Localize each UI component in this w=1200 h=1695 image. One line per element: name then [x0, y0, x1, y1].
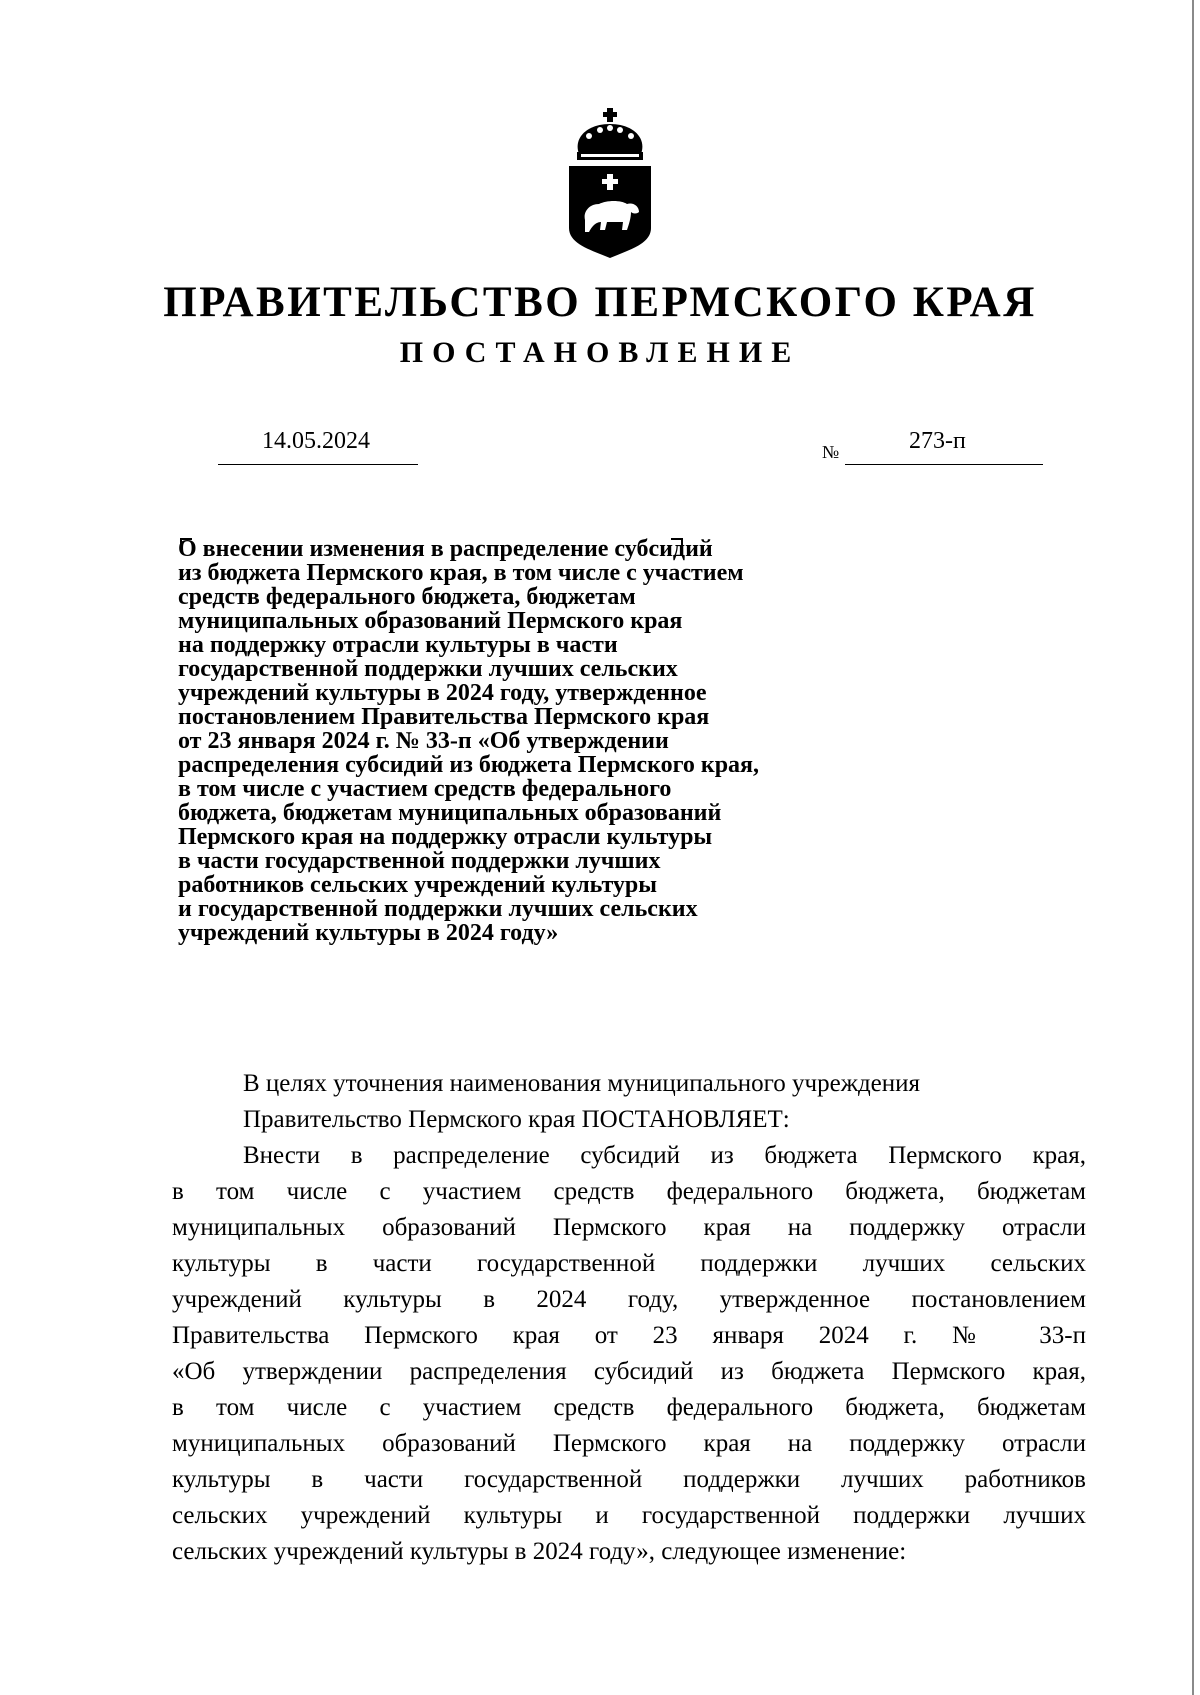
- subject-line: из бюджета Пермского края, в том числе с участием: [178, 560, 744, 586]
- subject-line: от 23 января 2024 г. № 33-п «Об утверждении: [178, 728, 669, 754]
- body-intro-line: В целях уточнения наименования муниципального учреждения: [243, 1070, 921, 1097]
- number-sign: №: [822, 442, 840, 462]
- subject-line: в том числе с участием средств федерального: [178, 776, 672, 802]
- subject-line: в части государственной поддержки лучших: [178, 848, 661, 874]
- document-subject: [178, 537, 898, 945]
- subject-line: бюджета, бюджетам муниципальных образований: [178, 800, 722, 826]
- organization-title: ПРАВИТЕЛЬСТВО ПЕРМСКОГО КРАЯ: [163, 279, 1037, 326]
- body-paragraph-line: «Об утверждении распределения субсидий из бюджета Пермского края,: [172, 1358, 1086, 1385]
- subject-line: учреждений культуры в 2024 году»: [178, 920, 559, 946]
- body-paragraph-line: муниципальных образований Пермского края на поддержку отрасли: [172, 1214, 1086, 1241]
- subject-line: и государственной поддержки лучших сельских: [178, 896, 698, 922]
- subject-line: средств федерального бюджета, бюджетам: [178, 584, 636, 610]
- body-resolution-line: Правительство Пермского края ПОСТАНОВЛЯЕТ:: [243, 1106, 790, 1133]
- body-paragraph-line: культуры в части государственной поддержки лучших сельских: [172, 1250, 1086, 1277]
- subject-line: Пермского края на поддержку отрасли культуры: [178, 824, 713, 850]
- body-paragraph-line: в том числе с участием средств федерального бюджета, бюджетам: [172, 1178, 1086, 1205]
- body-paragraph-line: Внести в распределение субсидий из бюджета Пермского края,: [243, 1142, 1086, 1169]
- document-type: ПОСТАНОВЛЕНИЕ: [399, 336, 801, 369]
- body-paragraph-line: муниципальных образований Пермского края на поддержку отрасли: [172, 1430, 1086, 1457]
- subject-line: учреждений культуры в 2024 году, утвержденное: [178, 680, 707, 706]
- document-date: 14.05.2024: [262, 428, 370, 454]
- subject-line: работников сельских учреждений культуры: [178, 872, 658, 898]
- scan-edge-line: [1192, 0, 1194, 1695]
- document-number: 273-п: [909, 428, 966, 454]
- body-paragraph-line: сельских учреждений культуры и государственной поддержки лучших: [172, 1502, 1086, 1529]
- body-paragraph-line: Правительства Пермского края от 23 января 2024 г. № 33-п: [172, 1322, 1086, 1349]
- body-paragraph-line: культуры в части государственной поддержки лучших работников: [172, 1466, 1086, 1493]
- body-paragraph-line: в том числе с участием средств федерального бюджета, бюджетам: [172, 1394, 1086, 1421]
- subject-line: муниципальных образований Пермского края: [178, 608, 683, 634]
- body-paragraph-last-line: сельских учреждений культуры в 2024 году», следующее изменение:: [172, 1538, 907, 1565]
- body-paragraph-line: учреждений культуры в 2024 году, утвержденное постановлением: [172, 1286, 1086, 1313]
- subject-line: постановлением Правительства Пермского края: [178, 704, 710, 730]
- subject-line: на поддержку отрасли культуры в части: [178, 632, 618, 658]
- subject-line: распределения субсидий из бюджета Пермского края,: [178, 752, 760, 778]
- perm-krai-coat-of-arms-icon: [567, 108, 653, 258]
- subject-line: государственной поддержки лучших сельских: [178, 656, 678, 682]
- subject-line: О внесении изменения в распределение субсидий: [178, 536, 713, 562]
